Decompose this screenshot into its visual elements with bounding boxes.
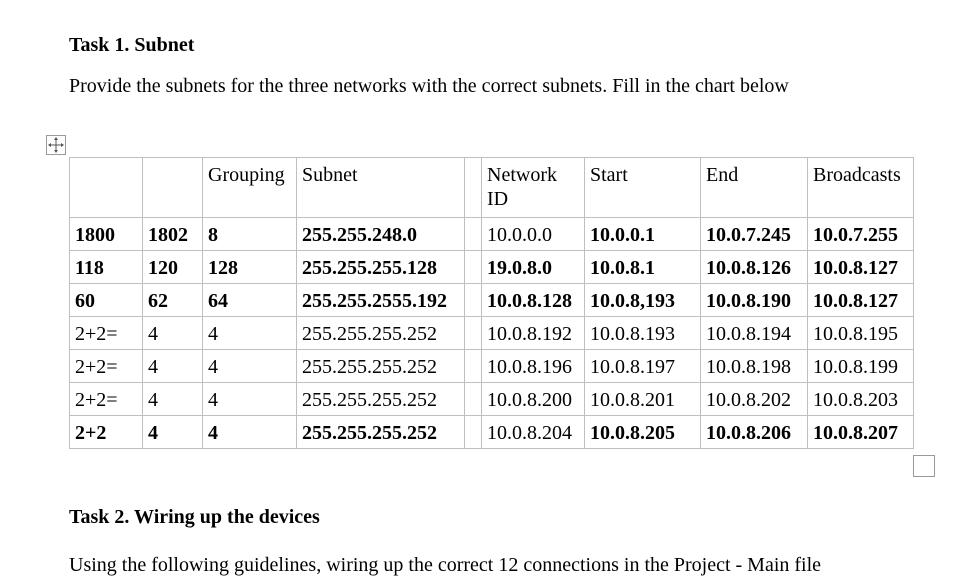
task1-instructions: Provide the subnets for the three networks with the correct subnets. Fill in the chart below xyxy=(69,75,789,97)
table-cell[interactable]: 10.0.8.204 xyxy=(482,416,585,449)
table-cell[interactable]: 10.0.8.193 xyxy=(585,317,701,350)
header-network-id[interactable]: Network ID xyxy=(482,158,585,218)
table-cell[interactable]: 4 xyxy=(203,317,297,350)
table-cell[interactable]: 118 xyxy=(70,251,143,284)
table-cell[interactable]: 128 xyxy=(203,251,297,284)
table-cell[interactable]: 10.0.8,193 xyxy=(585,284,701,317)
table-cell[interactable]: 10.0.8.128 xyxy=(482,284,585,317)
move-arrows-icon[interactable] xyxy=(46,135,66,155)
table-cell[interactable]: 4 xyxy=(203,416,297,449)
table-cell[interactable]: 1802 xyxy=(143,218,203,251)
table-cell[interactable]: 10.0.7.245 xyxy=(701,218,808,251)
table-cell[interactable]: 10.0.8.196 xyxy=(482,350,585,383)
task2-guidelines: Using the following guidelines, wiring up the correct 12 connections in the Project - Main file xyxy=(69,554,822,576)
table-cell[interactable]: 10.0.8.202 xyxy=(701,383,808,416)
table-cell[interactable]: 255.255.2555.192 xyxy=(297,284,465,317)
table-cell[interactable]: 1800 xyxy=(70,218,143,251)
table-cell[interactable]: 2+2 xyxy=(70,416,143,449)
table-cell[interactable]: 10.0.8.127 xyxy=(808,284,914,317)
table-cell[interactable]: 255.255.255.252 xyxy=(297,317,465,350)
table-row xyxy=(70,416,914,449)
table-cell[interactable]: 19.0.8.0 xyxy=(482,251,585,284)
table-cell[interactable]: 10.0.8.201 xyxy=(585,383,701,416)
table-cell[interactable]: 64 xyxy=(203,284,297,317)
table-cell[interactable] xyxy=(465,383,482,416)
table-cell[interactable]: 10.0.8.207 xyxy=(808,416,914,449)
table-cell[interactable]: 2+2= xyxy=(70,383,143,416)
task1-heading: Task 1. Subnet xyxy=(69,34,195,56)
table-row xyxy=(70,218,914,251)
table-cell[interactable]: 4 xyxy=(203,350,297,383)
table-cell[interactable]: 10.0.7.255 xyxy=(808,218,914,251)
table-cell[interactable]: 255.255.255.252 xyxy=(297,350,465,383)
header-cell[interactable] xyxy=(70,158,143,218)
table-cell[interactable]: 10.0.0.0 xyxy=(482,218,585,251)
table-row xyxy=(70,251,914,284)
table-cell[interactable] xyxy=(465,218,482,251)
table-cell[interactable]: 255.255.248.0 xyxy=(297,218,465,251)
table-row xyxy=(70,350,914,383)
table-cell[interactable]: 60 xyxy=(70,284,143,317)
table-cell[interactable]: 255.255.255.128 xyxy=(297,251,465,284)
header-grouping[interactable]: Grouping xyxy=(203,158,297,218)
table-cell[interactable]: 4 xyxy=(143,383,203,416)
table-cell[interactable]: 4 xyxy=(143,350,203,383)
table-header-row xyxy=(70,158,914,218)
table-cell[interactable]: 4 xyxy=(143,416,203,449)
header-subnet[interactable]: Subnet xyxy=(297,158,465,218)
table-cell[interactable]: 10.0.8.197 xyxy=(585,350,701,383)
table-cell[interactable]: 255.255.255.252 xyxy=(297,416,465,449)
table-row xyxy=(70,317,914,350)
header-end[interactable]: End xyxy=(701,158,808,218)
header-cell[interactable] xyxy=(465,158,482,218)
subnet-table[interactable] xyxy=(69,157,914,449)
table-cell[interactable]: 4 xyxy=(203,383,297,416)
table-cell[interactable]: 62 xyxy=(143,284,203,317)
header-start[interactable]: Start xyxy=(585,158,701,218)
table-cell[interactable]: 10.0.8.192 xyxy=(482,317,585,350)
header-cell[interactable] xyxy=(143,158,203,218)
table-cell[interactable]: 10.0.8.206 xyxy=(701,416,808,449)
table-cell[interactable]: 2+2= xyxy=(70,350,143,383)
table-cell[interactable]: 10.0.0.1 xyxy=(585,218,701,251)
table-cell[interactable] xyxy=(465,284,482,317)
table-row xyxy=(70,284,914,317)
table-cell[interactable]: 10.0.8.190 xyxy=(701,284,808,317)
table-cell[interactable]: 10.0.8.126 xyxy=(701,251,808,284)
table-cell[interactable]: 120 xyxy=(143,251,203,284)
table-cell[interactable] xyxy=(465,251,482,284)
table-row xyxy=(70,383,914,416)
table-cell[interactable]: 10.0.8.200 xyxy=(482,383,585,416)
task2-heading: Task 2. Wiring up the devices xyxy=(69,506,320,528)
table-cell[interactable] xyxy=(465,317,482,350)
table-cell[interactable]: 2+2= xyxy=(70,317,143,350)
table-cell[interactable]: 10.0.8.199 xyxy=(808,350,914,383)
table-cell[interactable] xyxy=(465,350,482,383)
table-cell[interactable]: 10.0.8.195 xyxy=(808,317,914,350)
table-cell[interactable]: 10.0.8.203 xyxy=(808,383,914,416)
table-cell[interactable]: 10.0.8.1 xyxy=(585,251,701,284)
header-broadcasts[interactable]: Broadcasts xyxy=(808,158,914,218)
table-cell[interactable]: 10.0.8.127 xyxy=(808,251,914,284)
table-cell[interactable] xyxy=(465,416,482,449)
table-cell[interactable]: 10.0.8.198 xyxy=(701,350,808,383)
table-cell[interactable]: 8 xyxy=(203,218,297,251)
table-cell[interactable]: 255.255.255.252 xyxy=(297,383,465,416)
table-cell[interactable]: 10.0.8.205 xyxy=(585,416,701,449)
table-cell[interactable]: 4 xyxy=(143,317,203,350)
table-cell[interactable]: 10.0.8.194 xyxy=(701,317,808,350)
resize-handle-icon[interactable] xyxy=(913,455,935,477)
